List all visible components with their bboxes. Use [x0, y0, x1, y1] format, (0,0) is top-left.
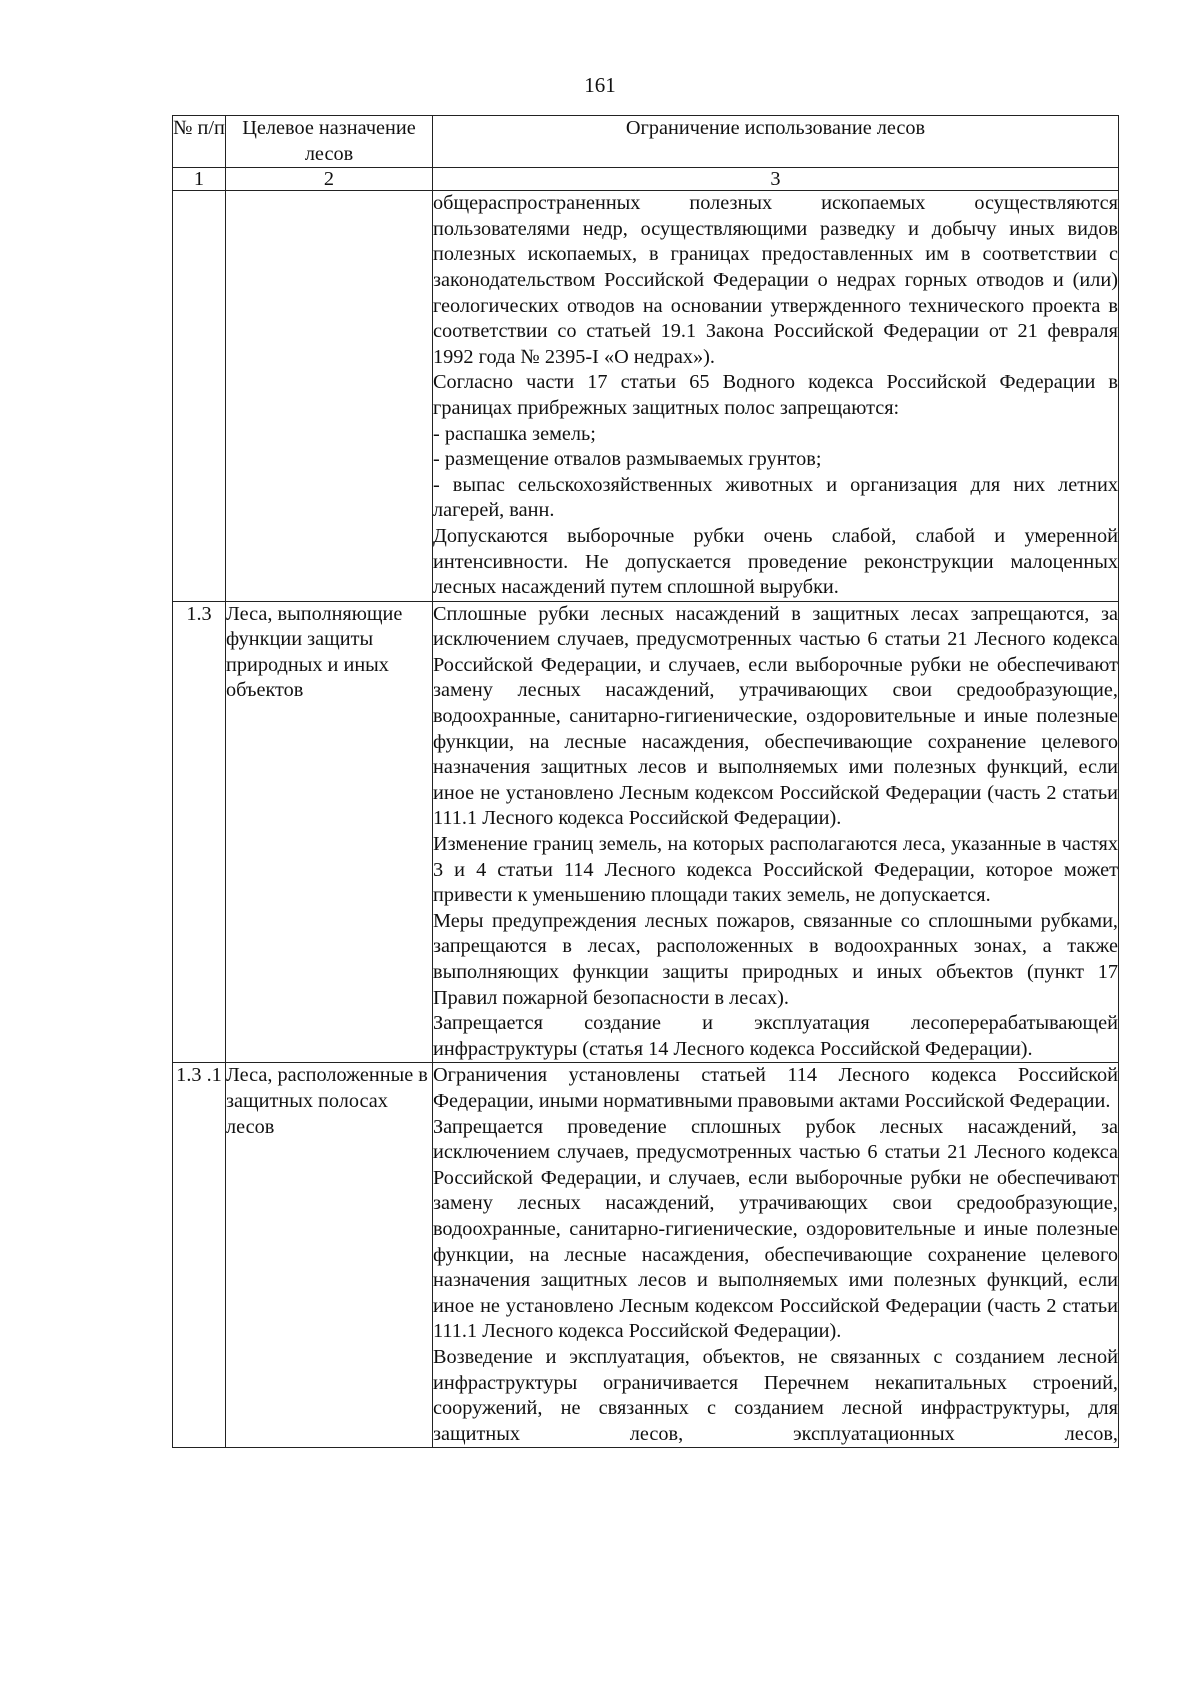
paragraph: Сплошные рубки лесных насаждений в защитных лесах запрещаются, за исключением случаев, предусмотренных частью 6 статьи 21 Лесного кодекса Российской Федерации, и случаев, если выборочные рубки не обеспечивают замену лесных насаждений, утрачивающих свои средообразующие, водоохранные, санитарно-гигиенические, оздоровительные и иные полезные функции, на лесные насаждения, обеспечивающие сохранение целевого назначения защитных лесов и выполняемых ими полезных функций, если иное не установлено Лесным кодексом Российской Федерации (часть 2 статьи 111.1 Лесного кодекса Российской Федерации).	[433, 602, 1118, 830]
row-purpose: Леса, выполняющие функции защиты природных и иных объектов	[226, 601, 433, 1063]
row-restriction	[433, 1063, 1119, 1448]
header-restriction: Ограничение использование лесов	[433, 116, 1119, 168]
row-number	[173, 191, 226, 602]
column-number-1: 1	[173, 168, 226, 191]
table-row	[173, 191, 1119, 602]
paragraph: Возведение и эксплуатация, объектов, не связанных с созданием лесной инфраструктуры ограничивается Перечнем некапитальных строений, сооружений, не связанных с созданием лесной инфраструктуры, для защитных лесов, эксплуатационных лесов,	[433, 1345, 1118, 1445]
header-number: № п/п	[173, 116, 226, 168]
row-purpose: Леса, расположенные в защитных полосах лесов	[226, 1063, 433, 1448]
row-restriction	[433, 191, 1119, 602]
row-restriction	[433, 601, 1119, 1063]
column-number-3: 3	[433, 168, 1119, 191]
column-number-row	[173, 168, 1119, 191]
row-purpose	[226, 191, 433, 602]
header-purpose: Целевое назначение лесов	[226, 116, 433, 168]
paragraph: Меры предупреждения лесных пожаров, связанные со сплошными рубками, запрещаются в лесах, расположенных в водоохранных зонах, а также выполняющих функции защиты природных и иных объектов (пункт 17 Правил пожарной безопасности в лесах).	[433, 909, 1118, 1009]
paragraph: Ограничения установлены статьей 114 Лесного кодекса Российской Федерации, иными нормативными правовыми актами Российской Федерации.	[433, 1064, 1118, 1112]
paragraph: Запрещается проведение сплошных рубок лесных насаждений, за исключением случаев, предусмотренных частью 6 статьи 21 Лесного кодекса Российской Федерации, и случаев, если выборочные рубки не обеспечивают замену лесных насаждений, утрачивающих свои средообразующие, водоохранные, санитарно-гигиенические, оздоровительные и иные полезные функции, на лесные насаждения, обеспечивающие сохранение целевого назначения защитных лесов и выполняемых ими полезных функций, если иное не установлено Лесным кодексом Российской Федерации (часть 2 статьи 111.1 Лесного кодекса Российской Федерации).	[433, 1115, 1118, 1343]
restrictions-table	[172, 115, 1119, 1448]
column-number-2: 2	[226, 168, 433, 191]
paragraph: - размещение отвалов размываемых грунтов;	[433, 448, 822, 471]
paragraph: - распашка земель;	[433, 422, 596, 445]
paragraph: Допускаются выборочные рубки очень слабой, слабой и умеренной интенсивности. Не допускается проведение реконструкции малоценных лесных насаждений путем сплошной вырубки.	[433, 524, 1118, 599]
paragraph: Согласно части 17 статьи 65 Водного кодекса Российской Федерации в границах прибрежных защитных полос запрещаются:	[433, 371, 1118, 419]
table-row	[173, 1063, 1119, 1448]
paragraph: Изменение границ земель, на которых располагаются леса, указанные в частях 3 и 4 статьи 114 Лесного кодекса Российской Федерации, которое может привести к уменьшению площади таких земель, не допускается.	[433, 833, 1118, 907]
paragraph: Запрещается создание и эксплуатация лесоперерабатывающей инфраструктуры (статья 14 Лесного кодекса Российской Федерации).	[433, 1012, 1118, 1060]
table-row	[173, 601, 1119, 1063]
paragraph: общераспространенных полезных ископаемых осуществляются пользователями недр, осуществляющими разведку и добычу иных видов полезных ископаемых, в границах предоставленных им в соответствии с законодательством Российской Федерации о недрах горных отводов и (или) геологических отводов на основании утвержденного технического проекта в соответствии со статьей 19.1 Закона Российской Федерации от 21 февраля 1992 года № 2395-I «О недрах»).	[433, 192, 1118, 368]
paragraph: - выпас сельскохозяйственных животных и организация для них летних лагерей, ванн.	[433, 473, 1118, 522]
table-header-row	[173, 116, 1119, 168]
page-number: 161	[584, 73, 616, 97]
row-number: 1.3	[173, 601, 226, 1063]
row-number: 1.3 .1	[173, 1063, 226, 1448]
